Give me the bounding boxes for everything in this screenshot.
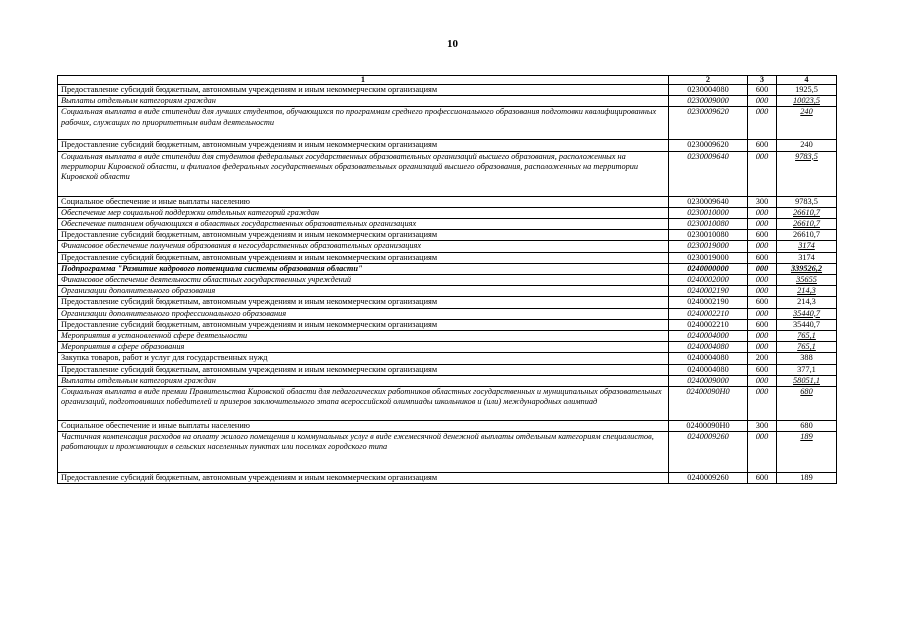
row-name-cell: Социальное обеспечение и иные выплаты населению	[58, 421, 669, 432]
table-row	[58, 432, 837, 473]
row-sum-cell: 3174	[777, 241, 837, 252]
row-name-cell: Предоставление субсидий бюджетным, автономным учреждениям и иным некоммерческим организациям	[58, 364, 669, 375]
row-type-cell: 600	[748, 140, 777, 151]
header-col-4: 4	[777, 76, 837, 85]
row-name-cell: Мероприятия в установленной сфере деятельности	[58, 331, 669, 342]
row-code-cell: 0230004080	[669, 85, 748, 96]
row-sum-cell: 58051,1	[777, 375, 837, 386]
row-name-cell: Финансовое обеспечение получения образования в негосударственных образовательных организациях	[58, 241, 669, 252]
table-row	[58, 319, 837, 330]
table-row	[58, 151, 837, 196]
table-row	[58, 263, 837, 274]
row-sum-cell: 1925,5	[777, 85, 837, 96]
row-code-cell: 0240009260	[669, 432, 748, 473]
row-code-cell: 02400090Н0	[669, 421, 748, 432]
row-sum-cell: 388	[777, 353, 837, 364]
row-type-cell: 600	[748, 319, 777, 330]
row-name-cell: Предоставление субсидий бюджетным, автономным учреждениям и иным некоммерческим организациям	[58, 140, 669, 151]
row-type-cell: 000	[748, 96, 777, 107]
row-sum-cell: 339526,2	[777, 263, 837, 274]
row-name-cell: Финансовое обеспечение деятельности областных государственных учреждений	[58, 275, 669, 286]
row-type-cell: 300	[748, 196, 777, 207]
row-sum-cell: 377,1	[777, 364, 837, 375]
row-code-cell: 0240004080	[669, 342, 748, 353]
row-code-cell: 0230010080	[669, 219, 748, 230]
row-code-cell: 0240002210	[669, 308, 748, 319]
row-code-cell: 0240002190	[669, 286, 748, 297]
table-row	[58, 107, 837, 140]
table-row	[58, 342, 837, 353]
table-row	[58, 230, 837, 241]
row-name-cell: Мероприятия в сфере образования	[58, 342, 669, 353]
table-row	[58, 375, 837, 386]
row-name-cell: Предоставление субсидий бюджетным, автономным учреждениям и иным некоммерческим организациям	[58, 297, 669, 308]
row-name-cell: Организации дополнительного образования	[58, 286, 669, 297]
row-type-cell: 600	[748, 252, 777, 263]
row-name-cell: Обеспечение питанием обучающихся в областных государственных образовательных организациях	[58, 219, 669, 230]
row-code-cell: 0230019000	[669, 252, 748, 263]
table-row	[58, 96, 837, 107]
row-sum-cell: 26610,7	[777, 207, 837, 218]
row-code-cell: 0230019000	[669, 241, 748, 252]
row-code-cell: 0230009620	[669, 140, 748, 151]
table-row	[58, 473, 837, 484]
row-sum-cell: 9783,5	[777, 196, 837, 207]
row-name-cell: Социальное обеспечение и иные выплаты населению	[58, 196, 669, 207]
row-type-cell: 000	[748, 308, 777, 319]
row-type-cell: 000	[748, 151, 777, 196]
table-row	[58, 286, 837, 297]
table-row	[58, 196, 837, 207]
row-type-cell: 000	[748, 286, 777, 297]
row-name-cell: Обеспечение мер социальной поддержки отдельных категорий граждан	[58, 207, 669, 218]
row-code-cell: 0240004080	[669, 364, 748, 375]
table-row	[58, 241, 837, 252]
row-code-cell: 0230009640	[669, 151, 748, 196]
row-sum-cell: 680	[777, 421, 837, 432]
row-sum-cell: 10023,5	[777, 96, 837, 107]
row-name-cell: Закупка товаров, работ и услуг для государственных нужд	[58, 353, 669, 364]
row-type-cell: 000	[748, 275, 777, 286]
row-code-cell: 0240009000	[669, 375, 748, 386]
row-name-cell: Выплаты отдельным категориям граждан	[58, 96, 669, 107]
row-type-cell: 000	[748, 331, 777, 342]
row-sum-cell: 214,3	[777, 286, 837, 297]
row-sum-cell: 214,3	[777, 297, 837, 308]
row-sum-cell: 189	[777, 473, 837, 484]
row-type-cell: 000	[748, 207, 777, 218]
row-type-cell: 000	[748, 241, 777, 252]
row-code-cell: 0230009620	[669, 107, 748, 140]
table-row	[58, 140, 837, 151]
row-sum-cell: 680	[777, 387, 837, 421]
row-code-cell: 0240000000	[669, 263, 748, 274]
row-name-cell: Социальная выплата в виде стипендии для студентов федеральных государственных образовательных организаций высшего образования, расположенных на территории Кировской области, и филиалов федеральных государственных образовательных организаций высшего образования, расположенных на территории Кировской области	[58, 151, 669, 196]
table-row	[58, 207, 837, 218]
row-name-cell: Предоставление субсидий бюджетным, автономным учреждениям и иным некоммерческим организациям	[58, 85, 669, 96]
header-col-2: 2	[669, 76, 748, 85]
budget-table	[57, 75, 837, 484]
row-sum-cell: 35440,7	[777, 319, 837, 330]
row-type-cell: 000	[748, 219, 777, 230]
row-type-cell: 300	[748, 421, 777, 432]
row-sum-cell: 26610,7	[777, 219, 837, 230]
row-type-cell: 000	[748, 375, 777, 386]
row-sum-cell: 765,1	[777, 331, 837, 342]
table-row	[58, 387, 837, 421]
row-name-cell: Подпрограмма "Развитие кадрового потенциала системы образования области"	[58, 263, 669, 274]
row-code-cell: 0240004000	[669, 331, 748, 342]
row-type-cell: 600	[748, 85, 777, 96]
row-code-cell: 02400090Н0	[669, 387, 748, 421]
row-type-cell: 600	[748, 473, 777, 484]
row-name-cell: Частичная компенсация расходов на оплату жилого помещения и коммунальных услуг в виде ежемесячной денежной выплаты отдельным категориям специалистов, работающих и проживающих в сельских населенных пунктах или поселках городского типа	[58, 432, 669, 473]
row-type-cell: 200	[748, 353, 777, 364]
row-sum-cell: 765,1	[777, 342, 837, 353]
row-code-cell: 0240002190	[669, 297, 748, 308]
row-sum-cell: 189	[777, 432, 837, 473]
row-sum-cell: 35440,7	[777, 308, 837, 319]
row-type-cell: 000	[748, 342, 777, 353]
table-row	[58, 297, 837, 308]
row-name-cell: Предоставление субсидий бюджетным, автономным учреждениям и иным некоммерческим организациям	[58, 473, 669, 484]
row-type-cell: 600	[748, 230, 777, 241]
row-sum-cell: 240	[777, 107, 837, 140]
table-row	[58, 252, 837, 263]
row-code-cell: 0230009000	[669, 96, 748, 107]
table-row	[58, 219, 837, 230]
table-row	[58, 308, 837, 319]
row-code-cell: 0230010000	[669, 207, 748, 218]
row-code-cell: 0240004080	[669, 353, 748, 364]
row-name-cell: Социальная выплата в виде стипендии для лучших студентов, обучающихся по программам среднего профессионального образования подготовки квалифицированных рабочих, служащих по приоритетным видам деятельности	[58, 107, 669, 140]
row-name-cell: Организации дополнительного профессионального образования	[58, 308, 669, 319]
row-sum-cell: 26610,7	[777, 230, 837, 241]
table-row	[58, 421, 837, 432]
row-name-cell: Выплаты отдельным категориям граждан	[58, 375, 669, 386]
row-code-cell: 0230009640	[669, 196, 748, 207]
page-number: 10	[447, 38, 458, 50]
row-sum-cell: 35655	[777, 275, 837, 286]
table-row	[58, 85, 837, 96]
row-name-cell: Предоставление субсидий бюджетным, автономным учреждениям и иным некоммерческим организациям	[58, 230, 669, 241]
row-code-cell: 0230010080	[669, 230, 748, 241]
row-type-cell: 600	[748, 364, 777, 375]
row-type-cell: 000	[748, 387, 777, 421]
row-code-cell: 0240002000	[669, 275, 748, 286]
row-sum-cell: 240	[777, 140, 837, 151]
row-sum-cell: 3174	[777, 252, 837, 263]
row-type-cell: 000	[748, 263, 777, 274]
header-col-3: 3	[748, 76, 777, 85]
row-name-cell: Предоставление субсидий бюджетным, автономным учреждениям и иным некоммерческим организациям	[58, 252, 669, 263]
table-header-row	[58, 76, 837, 85]
table-row	[58, 331, 837, 342]
table-row	[58, 353, 837, 364]
table-row	[58, 275, 837, 286]
row-name-cell: Социальная выплата в виде премии Правительства Кировской области для педагогических работников областных государственных и муниципальных образовательных организаций, подготовивших победителей и призеров заключительного этапа всероссийской олимпиады школьников и (или) международных олимпиад	[58, 387, 669, 421]
row-type-cell: 000	[748, 432, 777, 473]
row-code-cell: 0240002210	[669, 319, 748, 330]
row-type-cell: 600	[748, 297, 777, 308]
row-name-cell: Предоставление субсидий бюджетным, автономным учреждениям и иным некоммерческим организациям	[58, 319, 669, 330]
table-row	[58, 364, 837, 375]
row-code-cell: 0240009260	[669, 473, 748, 484]
row-sum-cell: 9783,5	[777, 151, 837, 196]
row-type-cell: 000	[748, 107, 777, 140]
header-col-1: 1	[58, 76, 669, 85]
